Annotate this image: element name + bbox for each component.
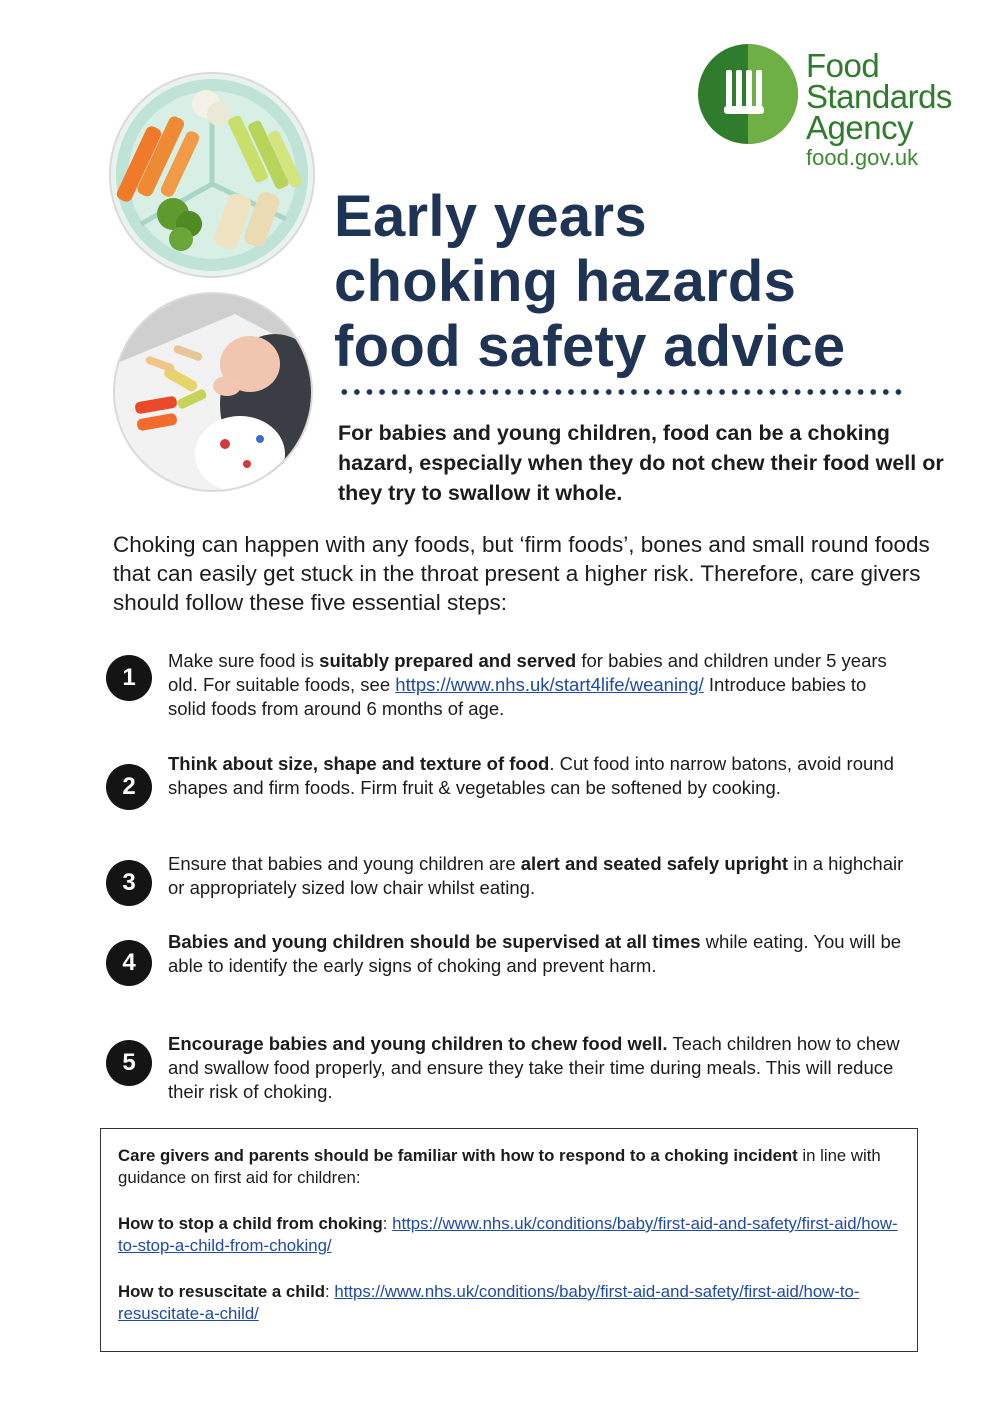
step-text-part: Make sure food is bbox=[168, 650, 320, 671]
step-text-bold: Encourage babies and young children to chew food well. bbox=[168, 1033, 668, 1054]
logo-url[interactable]: food.gov.uk bbox=[806, 145, 919, 170]
food-standards-agency-logo bbox=[696, 42, 966, 172]
resuscitate-link[interactable]: https://www.nhs.uk/conditions/baby/first-aid-and-safety/first-aid/how-to-resuscitate-a-child/ bbox=[118, 1282, 860, 1323]
first-aid-intro-rest: in line with guidance on first aid for children: bbox=[118, 1146, 881, 1187]
step-number-badge: 1 bbox=[106, 655, 152, 701]
logo-line-1: Food bbox=[806, 47, 880, 84]
first-aid-intro bbox=[118, 1145, 908, 1189]
intro-text: For babies and young children, food can be a choking hazard, especially when they do not chew their food well or they try to swallow it whole. bbox=[338, 421, 944, 505]
title-line-2: choking hazards bbox=[334, 249, 797, 314]
resuscitate-line: How to resuscitate a child: https://www.nhs.uk/conditions/baby/first-aid-and-safety/first-aid/how-to-resuscitate-a-child/ bbox=[118, 1282, 860, 1323]
step-text-bold: suitably prepared and served bbox=[319, 650, 577, 671]
fork-icon bbox=[696, 42, 800, 146]
step-text-part: for babies and children under 5 years old. For suitable foods, see bbox=[168, 650, 887, 695]
first-aid-intro-bold: Care givers and parents should be familiar with how to respond to a choking incident bbox=[118, 1146, 798, 1165]
stop-choking-line: How to stop a child from choking: https://www.nhs.uk/conditions/baby/first-aid-and-safety/first-aid/how-to-stop-a-child-from-choking/ bbox=[118, 1214, 898, 1255]
step-text-bold: alert and seated safely upright bbox=[520, 853, 789, 874]
step-text bbox=[168, 649, 908, 721]
stop-choking-label: How to stop a child from choking bbox=[118, 1214, 383, 1233]
step-text-part: Introduce babies to solid foods from around 6 months of age. bbox=[168, 674, 867, 719]
step-text bbox=[168, 1032, 908, 1104]
title-line-3: food safety advice bbox=[334, 314, 846, 379]
baby-food-plate-photo bbox=[109, 72, 315, 278]
logo-line-2: Standards bbox=[806, 78, 952, 115]
logo-line-3: Agency bbox=[806, 109, 914, 146]
step-text-bold: Think about size, shape and texture of food bbox=[168, 753, 550, 774]
step-text-part: in a highchair or appropriately sized low chair whilst eating. bbox=[168, 853, 904, 898]
title-line-1: Early years bbox=[334, 184, 647, 249]
step-text bbox=[168, 852, 908, 900]
step-text-part: . Cut food into narrow batons, avoid round shapes and firm foods. Firm fruit & vegetables can be softened by cooking. bbox=[168, 753, 894, 798]
resuscitate-label: How to resuscitate a child bbox=[118, 1282, 326, 1301]
dotted-divider bbox=[338, 388, 908, 396]
baby-eating-photo bbox=[113, 292, 313, 492]
step-number-badge: 4 bbox=[106, 940, 152, 986]
step-text-part: Ensure that babies and young children are bbox=[168, 853, 521, 874]
step-text bbox=[168, 930, 908, 978]
stop-choking-link[interactable]: https://www.nhs.uk/conditions/baby/first-aid-and-safety/first-aid/how-to-stop-a-child-from-choking/ bbox=[118, 1214, 898, 1255]
step-number-badge: 2 bbox=[106, 764, 152, 810]
weaning-link[interactable]: https://www.nhs.uk/start4life/weaning/ bbox=[395, 674, 704, 695]
first-aid-box bbox=[100, 1128, 918, 1352]
step-number-badge: 3 bbox=[106, 860, 152, 906]
step-number-badge: 5 bbox=[106, 1040, 152, 1086]
step-text-bold: Babies and young children should be supervised at all times bbox=[168, 931, 701, 952]
step-text-part: while eating. You will be able to identify the early signs of choking and prevent harm. bbox=[168, 931, 902, 976]
step-text bbox=[168, 752, 908, 800]
page-title bbox=[334, 184, 954, 379]
lead-paragraph: Choking can happen with any foods, but ‘firm foods’, bones and small round foods that can easily get stuck in the throat present a higher risk. Therefore, care givers should follow these five essential steps: bbox=[113, 532, 930, 615]
step-text-part: Teach children how to chew and swallow food properly, and ensure they take their time during meals. This will reduce their risk of choking. bbox=[168, 1033, 900, 1102]
